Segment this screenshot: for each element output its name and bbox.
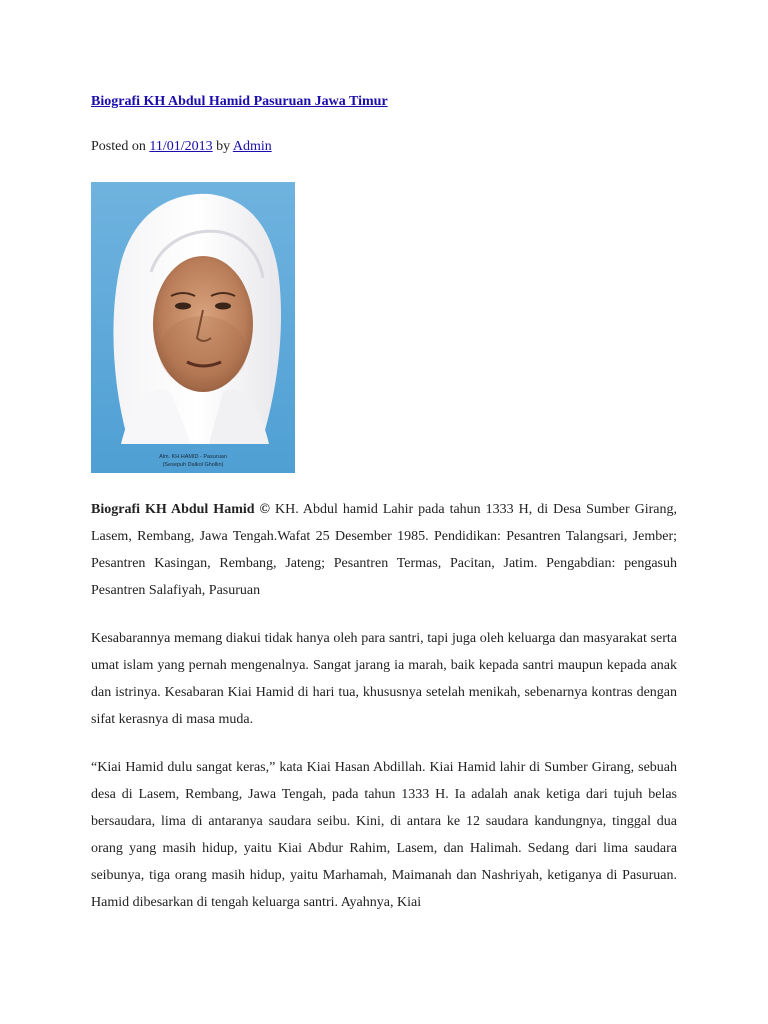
photo-caption-line2: (Sesepuh Dalkol Ghollin): [162, 462, 224, 468]
paragraph-2: Kesabarannya memang diakui tidak hanya oleh para santri, tapi juga oleh keluarga dan masyarakat serta umat islam yang pernah mengenalnya. Sangat jarang ia marah, baik kepada santri maupun kepada anak dan istrinya. Kesabaran Kiai Hamid di hari tua, khususnya setelah menikah, sebenarnya kontras dengan sifat kerasnya di masa muda.: [91, 631, 677, 727]
by-label: by: [216, 139, 231, 154]
portrait-photo: [91, 182, 295, 473]
post-title-link[interactable]: Biografi KH Abdul Hamid Pasuruan Jawa Timur: [91, 94, 388, 109]
author-link[interactable]: Admin: [232, 139, 272, 154]
posted-on-label: Posted on: [91, 139, 146, 154]
paragraph-intro: [91, 496, 677, 604]
photo-caption-line1: Alm. KH.HAMID - Pasuruan: [159, 454, 227, 460]
post-date-link[interactable]: 11/01/2013: [149, 139, 213, 154]
intro-text: KH. Abdul hamid Lahir pada tahun 1333 H, di Desa Sumber Girang, Lasem, Rembang, Jawa Tengah.Wafat 25 Desember 1985. Pendidikan: Pesantren Talangsari, Jember; Pesantren Kasingan, Rembang, Jateng; Pesantren Termas, Pacitan, Jatim. Pengabdian: pengasuh Pesantren Salafiyah, Pasuruan: [91, 502, 677, 598]
paragraph-3: “Kiai Hamid dulu sangat keras,” kata Kiai Hasan Abdillah. Kiai Hamid lahir di Sumber Girang, sebuah desa di Lasem, Rembang, Jawa Tengah, pada tahun 1333 H. Ia adalah anak ketiga dari tujuh belas bersaudara, lima di antaranya saudara seibu. Kini, di antara ke 12 saudara kandungnya, tinggal dua orang yang masih hidup, yaitu Kiai Abdur Rahim, Lasem, dan Halimah. Sedang dari lima saudara seibunya, tiga orang masih hidup, yaitu Marhamah, Maimanah dan Nashriyah, ketiganya di Pasuruan. Hamid dibesarkan di tengah keluarga santri. Ayahnya, Kiai: [91, 760, 677, 910]
intro-bold-text: Biografi KH Abdul Hamid ©: [91, 502, 270, 517]
post-body: [91, 496, 677, 937]
post-title: [91, 92, 388, 112]
post-meta: [91, 137, 272, 157]
